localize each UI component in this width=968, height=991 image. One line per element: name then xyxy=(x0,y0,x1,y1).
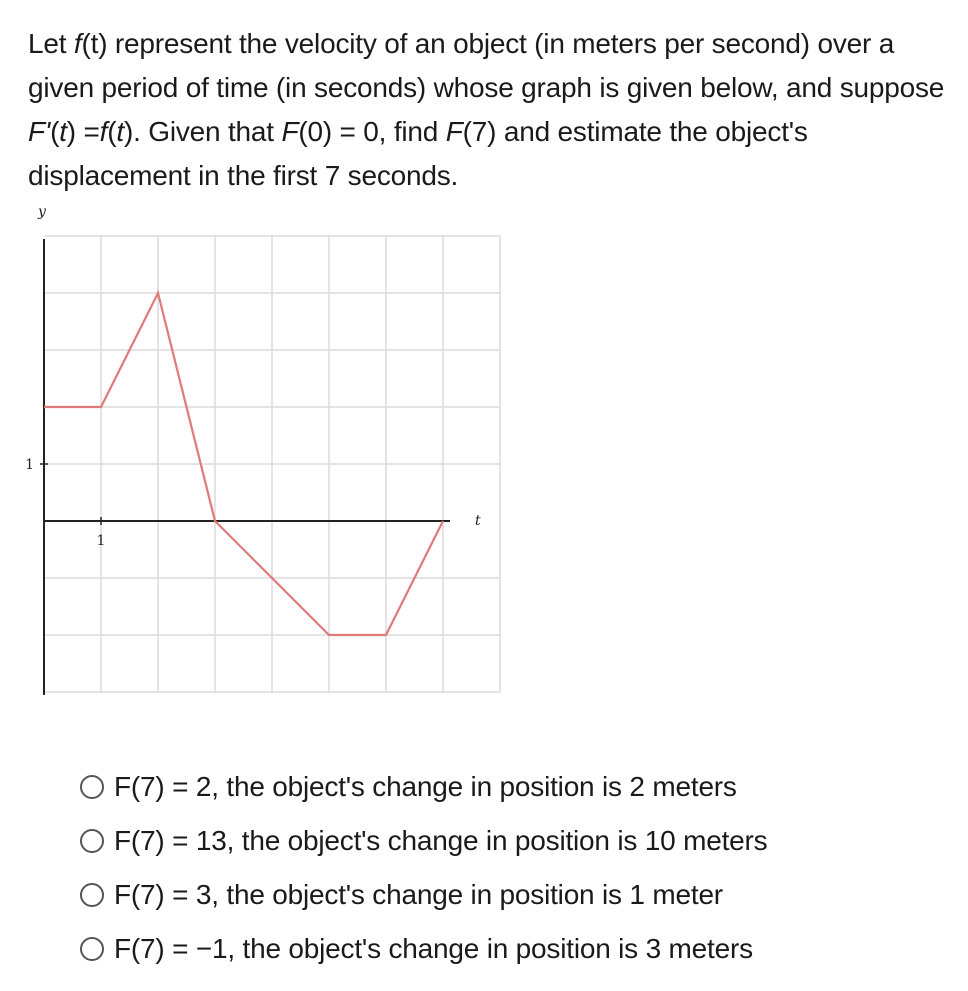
question-segment: (0) = 0, find xyxy=(298,116,446,147)
question-segment: t xyxy=(116,116,124,147)
question-segment: F' xyxy=(28,116,51,147)
choice-label: F(7) = −1, the object's change in position is 3 meters xyxy=(114,933,753,964)
choice-label: F(7) = 3, the object's change in position is 1 meter xyxy=(114,879,723,910)
question-segment: (t) represent the velocity of an object (in meters per second) over a given period of time (in seconds) whose graph is given below, and suppose xyxy=(28,28,945,103)
y-tick-label: 1 xyxy=(25,457,34,473)
question-segment: Let xyxy=(28,28,74,59)
radio-button-icon[interactable] xyxy=(80,829,104,853)
question-segment: ) = xyxy=(66,116,100,147)
y-axis-label: y xyxy=(38,204,46,220)
question-segment: ). Given that xyxy=(123,116,282,147)
question-segment: ( xyxy=(50,116,60,147)
choice-option-4[interactable] xyxy=(80,922,940,976)
question-segment: f xyxy=(73,28,82,59)
question-segment: (7) and estimate the object's displacement in the first 7 seconds. xyxy=(28,116,808,191)
choice-option-2[interactable] xyxy=(80,814,940,868)
x-tick-label: 1 xyxy=(96,533,106,549)
graph-labels xyxy=(25,204,481,549)
question-segment: t xyxy=(59,116,67,147)
radio-button-icon[interactable] xyxy=(80,883,104,907)
x-axis-label: t xyxy=(475,513,481,529)
radio-button-icon[interactable] xyxy=(80,775,104,799)
answer-choices xyxy=(80,760,940,976)
velocity-graph xyxy=(0,200,540,700)
choice-option-1[interactable] xyxy=(80,760,940,814)
choice-label: F(7) = 2, the object's change in position is 2 meters xyxy=(114,771,737,802)
question-text xyxy=(28,22,958,198)
radio-button-icon[interactable] xyxy=(80,937,104,961)
graph-grid xyxy=(44,236,500,692)
choice-option-3[interactable] xyxy=(80,868,940,922)
choice-label: F(7) = 13, the object's change in position is 10 meters xyxy=(114,825,768,856)
question-segment: F xyxy=(281,116,299,147)
question-segment: ( xyxy=(107,116,117,147)
question-segment: f xyxy=(99,116,108,147)
question-segment: F xyxy=(445,116,463,147)
